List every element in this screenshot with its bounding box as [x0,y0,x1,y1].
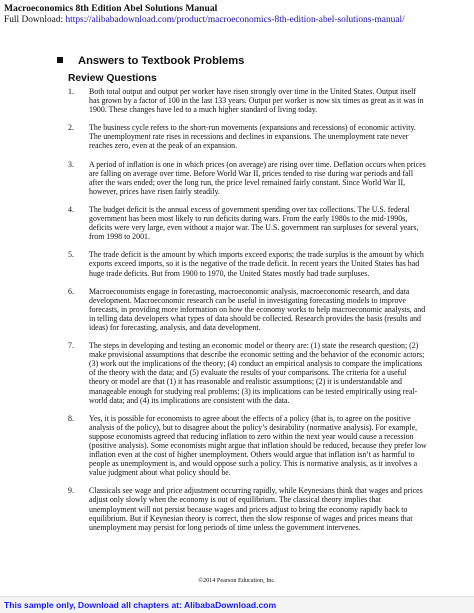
list-item [68,250,428,277]
question-number: 8. [68,413,74,423]
question-answer-text: A period of inflation is one in which prices (on average) are rising over time. Deflation occurs when prices are falling on average over time. Before World War II, prices tended to rise during war periods and fall after the wars ended; over the long run, the price level remained fairly constant. Since World War II, however, prices have risen fairly steadily. [89,159,426,196]
download-line [4,15,405,25]
question-answer-text: The budget deficit is the annual excess of government spending over tax collections. The U.S. federal government has been most likely to run deficits during wars. From the early 1980s to the mid-1990s, deficits were very large, even without a major war. The U.S. government ran surpluses for several years, from 1998 to 2001. [89,204,419,242]
question-number: 7. [68,341,74,351]
download-link[interactable]: https://alibabadownload.com/product/macroeconomics-8th-edition-abel-solutions-manual/ [65,15,405,25]
question-number: 4. [68,204,74,214]
download-label: Full Download: [4,15,66,25]
review-questions-list [68,87,428,541]
question-answer-text: Both total output and output per worker have risen strongly over time in the United States. Output itself has grown by a factor of 100 in the last 133 years. Output per worker is now six times as great as it was in 1900. These changes have led to a much higher standard of living today. [89,87,424,115]
question-answer-text: The trade deficit is the amount by which imports exceed exports; the trade surplus is the amount by which exports exceed imports, so it is the negative of the trade deficit. In recent years the United States has had huge trade deficits. But from 1900 to 1970, the United States mostly had trade surpluses. [89,250,424,278]
question-number: 2. [68,123,74,133]
question-answer-text: The steps in developing and testing an economic model or theory are: (1) state the research question; (2) make provisional assumptions that describe the economic setting and the behavior of the economic actors; (3) work out the implications of the theory; (4) conduct an empirical analysis to compare the implications of the theory with the data; and (5) evaluate the results of your comparisons. The criteria for a useful theory or model are that (1) it has reasonable and realistic assumptions; (2) it is understandable and manageable enough for studying real problems; (3) its implications can be tested empirically using real-world data; and (4) its implications are consistent with the data. [89,341,425,405]
list-item [68,205,428,241]
list-item [68,486,428,531]
list-item [68,87,428,114]
question-answer-text: Classicals see wage and price adjustment occurring rapidly, while Keynesians think that wages and prices adjust only slowly when the economy is out of equilibrium. The classical theory implies that unemployment will not persist because wages and prices adjust to bring the economy rapidly back to equilibrium. But if Keynesian theory is correct, then the slow response of wages and prices means that unemployment may persist for long periods of time unless the government intervenes. [89,486,423,532]
document-title: Macroeconomics 8th Edition Abel Solutions Manual [4,3,218,14]
copyright-notice: ©2014 Pearson Education, Inc. [198,577,276,584]
question-number: 3. [68,159,74,169]
section-heading-text: Answers to Textbook Problems [78,55,245,67]
question-answer-text: Yes, it is possible for economists to agree about the effects of a policy (that is, to agree on the positive analysis of the policy), but to disagree about the policy’s desirability (normative analysis). For example, suppose economists agreed that reducing inflation to zero within the next year would cause a recession (positive analysis). Some economists might argue that inflation should be reduced, because they prefer low inflation even at the cost of higher unemployment. Others would argue that inflation isn’t as harmful to people as unemployment is, and would oppose such a policy. This is normative analysis, as it involves a value judgment about what policy should be. [89,413,427,478]
subsection-heading: Review Questions [68,73,157,84]
question-number: 6. [68,286,74,296]
list-item [68,341,428,405]
list-item [68,414,428,478]
question-answer-text: Macroeconomists engage in forecasting, macroeconomic analysis, macroeconomic research, and data development. Macroeconomic research can be useful in investigating forecasting models to improve forecasts, in providing more information on how the economy works to help macroeconomic analysts, and in telling data developers what types of data should be collected. Research provides the basis (results and ideas) for forecasting, analysis, and data development. [89,286,426,332]
list-item [68,123,428,150]
square-bullet-icon [57,57,63,63]
question-answer-text: The business cycle refers to the short-run movements (expansions and recessions) of economic activity. The unemployment rate rises in recessions and declines in expansions. The unemployment rate never reaches zero, even at the peak of an expansion. [89,123,416,151]
section-heading [57,55,244,67]
question-number: 9. [68,486,74,496]
list-item [68,287,428,332]
list-item [68,160,428,196]
question-number: 5. [68,250,74,260]
question-number: 1. [68,87,74,96]
footer-download-link[interactable]: This sample only, Download all chapters at: AlibabaDownload.com [4,600,277,610]
